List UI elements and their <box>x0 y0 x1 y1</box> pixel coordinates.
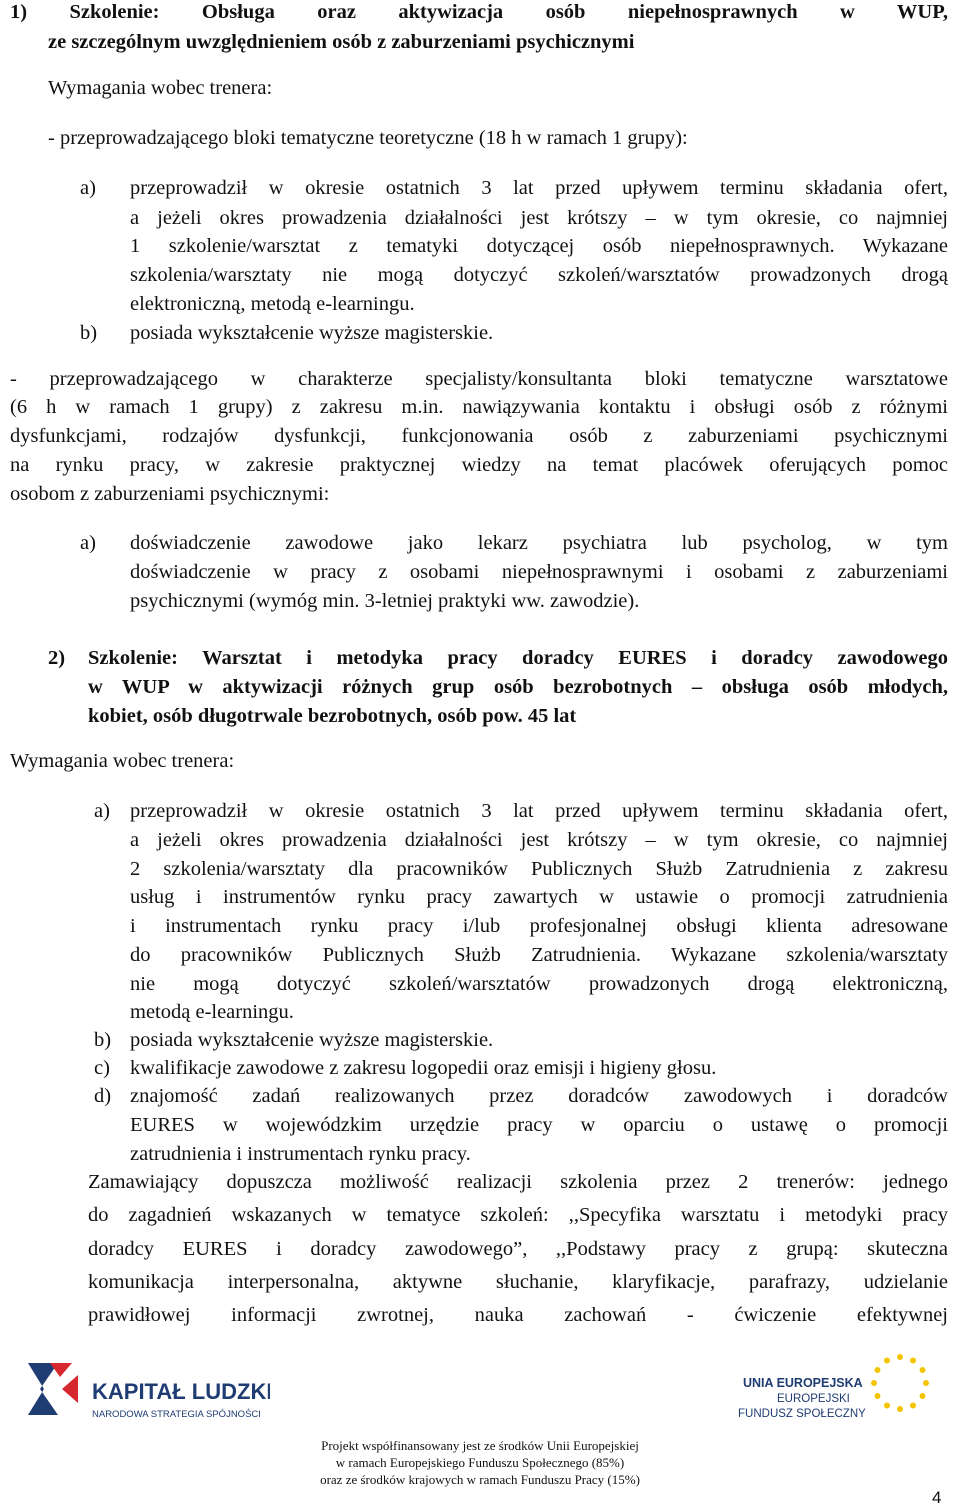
section2-paragraph-line3: doradcy EURES i doradcy zawodowego”, ,,Podstawy pracy z grupą: skuteczna <box>88 1238 948 1260</box>
section2-paragraph-line1: Zamawiający dopuszcza możliwość realizacji szkolenia przez 2 trenerów: jednego <box>88 1171 948 1193</box>
kapital-ludzki-subtitle: NARODOWA STRATEGIA SPÓJNOŚCI <box>92 1409 261 1420</box>
eu-logo-line1: UNIA EUROPEJSKA <box>743 1376 863 1390</box>
section1-item-a2-line3: psychicznymi (wymóg min. 3-letniej praktyki ww. zawodzie). <box>130 590 640 612</box>
section2-requirements-title: Wymagania wobec trenera: <box>10 750 235 772</box>
section1-item-a-line1: przeprowadził w okresie ostatnich 3 lat przed upływem terminu składania ofert, <box>130 177 948 199</box>
section1-item-a-line3: 1 szkolenie/warsztat z tematyki dotyczącej osób niepełnosprawnych. Wykazane <box>130 235 948 257</box>
section2-item-b-label: b) <box>94 1029 112 1051</box>
footer-line2: w ramach Europejskiego Funduszu Społecznego (85%) <box>335 1455 625 1470</box>
section1-dash2-line5: osobom z zaburzeniami psychicznymi: <box>10 483 330 505</box>
eu-logo-line3: FUNDUSZ SPOŁECZNY <box>738 1408 866 1420</box>
section1-dash2-line3: dysfunkcjami, rodzajów dysfunkcji, funkcjonowania osób z zaburzeniami psychicznymi <box>10 425 948 447</box>
section1-item-a-line5: elektroniczną, metodą e-learningu. <box>130 293 415 315</box>
section2-item-a-line5: i instrumentach rynku pracy i/lub profesjonalnej obsługi klienta adresowane <box>130 915 948 937</box>
section2-item-d-line3: zatrudnienia i instrumentach rynku pracy. <box>130 1143 471 1165</box>
section2-item-a-line6: do pracowników Publicznych Służb Zatrudnienia. Wykazane szkolenia/warsztaty <box>130 944 948 966</box>
section1-item-a2-line2: doświadczenie w pracy z osobami niepełnosprawnymi i osobami z zaburzeniami <box>130 561 948 583</box>
kapital-ludzki-logo <box>10 1355 270 1435</box>
eu-stars-icon <box>871 1354 929 1412</box>
section2-item-c-line1: kwalifikacje zawodowe z zakresu logopedii oraz emisji i higieny głosu. <box>130 1057 717 1079</box>
section2-item-b-line1: posiada wykształcenie wyższe magisterskie. <box>130 1029 494 1051</box>
section1-dash-item-1: - przeprowadzającego bloki tematyczne teoretyczne (18 h w ramach 1 grupy): <box>48 127 688 149</box>
footer-line3: oraz ze środków krajowych w ramach Funduszu Pracy (15%) <box>320 1472 640 1487</box>
section1-requirements-title: Wymagania wobec trenera: <box>48 77 273 99</box>
section1-heading-line1: 1) Szkolenie: Obsługa oraz aktywizacja osób niepełnosprawnych w WUP, <box>10 1 948 23</box>
section1-item-a2-line1: doświadczenie zawodowe jako lekarz psychiatra lub psycholog, w tym <box>130 532 948 554</box>
section2-item-a-label: a) <box>94 800 110 822</box>
section1-heading-line2: ze szczególnym uwzględnieniem osób z zaburzeniami psychicznymi <box>48 31 635 53</box>
page-number: 4 <box>932 1488 942 1507</box>
section2-heading-line1: Szkolenie: Warsztat i metodyka pracy doradcy EURES i doradcy zawodowego <box>88 647 948 669</box>
section1-item-a-line2: a jeżeli okres prowadzenia działalności jest krótszy – w tym okresie, co najmniej <box>130 207 948 229</box>
section2-heading-line3: kobiet, osób długotrwale bezrobotnych, osób pow. 45 lat <box>88 705 577 727</box>
section2-item-a-line3: 2 szkolenia/warsztaty dla pracowników Publicznych Służb Zatrudnienia z zakresu <box>130 858 948 880</box>
kapital-ludzki-title: KAPITAŁ LUDZKI <box>92 1379 270 1404</box>
section1-item-a-line4: szkolenia/warsztaty nie mogą dotyczyć szkoleń/warsztatów prowadzonych drogą <box>130 264 948 286</box>
section2-paragraph-line4: komunikacja interpersonalna, aktywne słuchanie, klaryfikacje, parafrazy, udzielanie <box>88 1271 948 1293</box>
section2-paragraph-line5: prawidłowej informacji zwrotnej, nauka zachowań - ćwiczenie efektywnej <box>88 1304 948 1326</box>
section2-item-a-line1: przeprowadził w okresie ostatnich 3 lat przed upływem terminu składania ofert, <box>130 800 948 822</box>
section1-item-a-label: a) <box>80 177 96 199</box>
section2-item-c-label: c) <box>94 1057 110 1079</box>
footer-line1: Projekt współfinansowany jest ze środków Unii Europejskiej <box>321 1438 639 1453</box>
section2-paragraph-line2: do zagadnień wskazanych w tematyce szkoleń: ,,Specyfika warsztatu i metodyki pracy <box>88 1204 948 1226</box>
section1-item-b-label: b) <box>80 322 98 344</box>
eu-logo <box>735 1345 950 1440</box>
section2-item-d-label: d) <box>94 1085 112 1107</box>
eu-logo-line2: EUROPEJSKI <box>777 1393 850 1405</box>
section2-item-a-line2: a jeżeli okres prowadzenia działalności jest krótszy – w tym okresie, co najmniej <box>130 829 948 851</box>
section1-item-b-line1: posiada wykształcenie wyższe magisterskie. <box>130 322 494 344</box>
section2-item-d-line2: EURES w wojewódzkim urzędzie pracy w oparciu o ustawę o promocji <box>130 1114 948 1136</box>
section2-heading-line2: w WUP w aktywizacji różnych grup osób bezrobotnych – obsługa osób młodych, <box>88 676 948 698</box>
section2-heading-number: 2) <box>48 647 66 669</box>
section1-dash2-line4: na rynku pracy, w zakresie praktycznej wiedzy na temat placówek oferujących pomoc <box>10 454 948 476</box>
section1-item-a2-label: a) <box>80 532 96 554</box>
section2-item-a-line4: usług i instrumentów rynku pracy zawartych w ustawie o promocji zatrudnienia <box>130 886 948 908</box>
section2-item-a-line7: nie mogą dotyczyć szkoleń/warsztatów prowadzonych drogą elektroniczną, <box>130 973 948 995</box>
section2-item-d-line1: znajomość zadań realizowanych przez doradców zawodowych i doradców <box>130 1085 948 1107</box>
section2-item-a-line8: metodą e-learningu. <box>130 1001 294 1023</box>
section1-dash2-line1: - przeprowadzającego w charakterze specjalisty/konsultanta bloki tematyczne warsztatowe <box>10 368 948 390</box>
section1-dash2-line2: (6 h w ramach 1 grupy) z zakresu m.in. nawiązywania kontaktu i obsługi osób z różnymi <box>10 396 948 418</box>
